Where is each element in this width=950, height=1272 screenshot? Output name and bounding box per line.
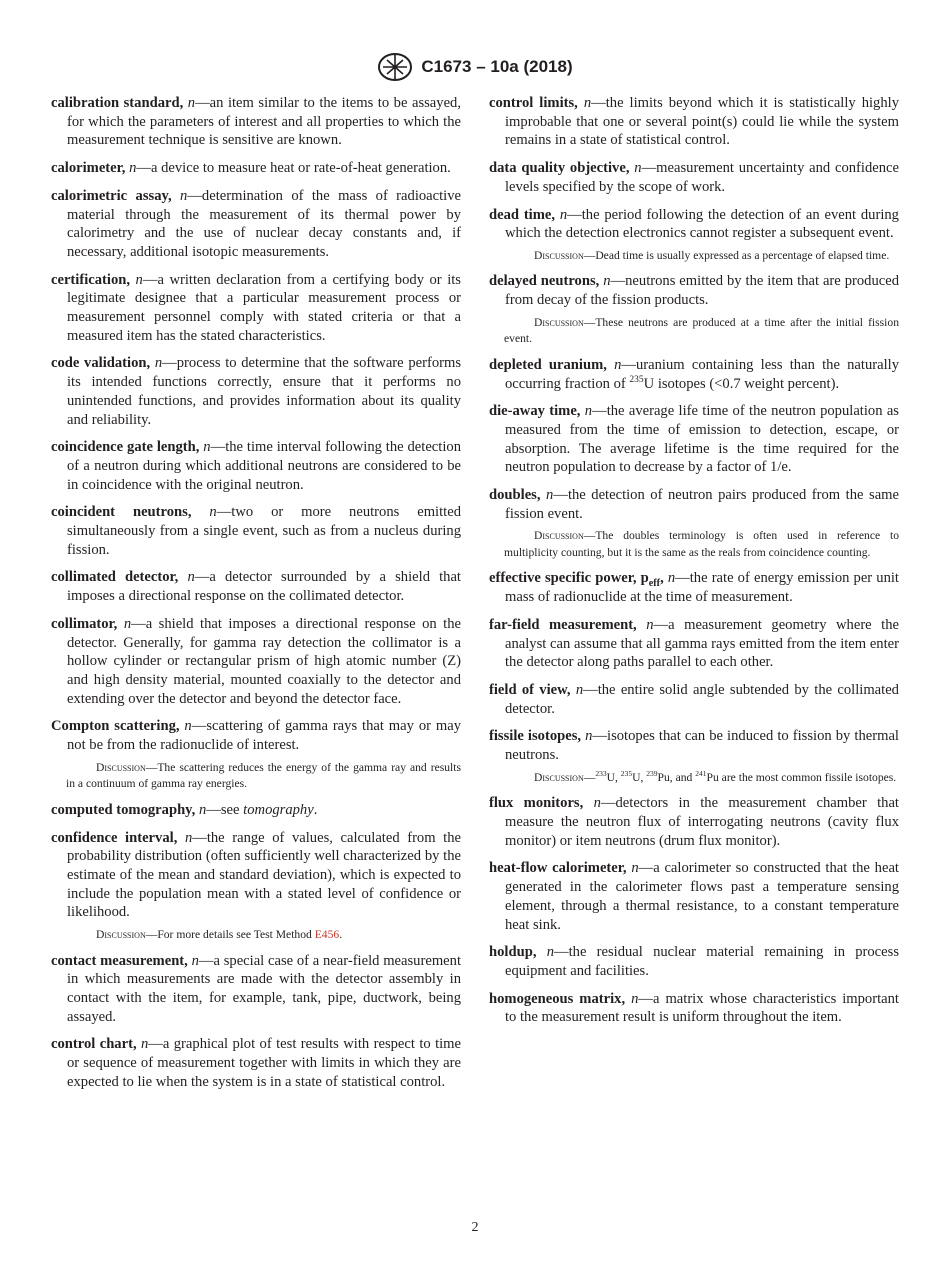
definition-entry: collimator, n—a shield that imposes a directional response on the detector. Generally, for gamma ray detection the collimator is a hollow cylinder or rectangular prism of high atomic number (Z) and high density material, mounted coaxially to the detector and extending over the detector and beyond the detector face.: [51, 615, 461, 707]
definition-entry: delayed neutrons, n—neutrons emitted by the item that are produced from decay of the fission products.: [489, 273, 899, 309]
discussion-note: Discussion—The doubles terminology is often used in reference to multiplicity counting, but it is the same as the reals from coincidence counting.: [504, 529, 899, 559]
discussion-note: Discussion—For more details see Test Method E456.: [96, 928, 343, 942]
definition-entry: coincident neutrons, n—two or more neutrons emitted simultaneously from a single event, such as from a nucleus during fission.: [51, 504, 461, 558]
definition-entry: calorimeter, n—a device to measure heat or rate-of-heat generation.: [51, 160, 451, 177]
definition-entry: confidence interval, n—the range of values, calculated from the probability distribution (often sufficiently well characterized by the estimate of the mean and standard deviation), which is expected to include the population mean with a stated level of confidence or likelihood.: [51, 829, 461, 921]
definition-entry: code validation, n—process to determine that the software performs its intended functions correctly, ensure that it performs no unintended functions, and provides information about its quality and reliability.: [51, 355, 462, 428]
definition-entry: Compton scattering, n—scattering of gamma rays that may or may not be from the radionuclide of interest.: [51, 718, 461, 754]
astm-logo-icon: [377, 52, 413, 82]
definition-entry: computed tomography, n—see tomography.: [51, 801, 318, 818]
definition-entry: depleted uranium, n—uranium containing less than the naturally occurring fraction of $^{235}$U isotopes (<0.7 weight percent).: [489, 356, 899, 392]
discussion-note: Discussion—$^{233}$U, $^{235}$U, $^{239}$Pu, and $^{241}$Pu are the most common fissile isotopes.: [534, 768, 897, 784]
definition-entry: heat-flow calorimeter, n—a calorimeter so constructed that the heat generated in the calorimeter flows past a temperature sensing element, through a thermal resistance, to a constant temperature heat sink.: [489, 860, 899, 933]
definition-entry: control limits, n—the limits beyond which it is statistically highly improbable that one or several point(s) could lie while the system remains in a state of statistical control.: [489, 95, 899, 149]
definition-entry: calorimetric assay, n—determination of the mass of radioactive material through the measurement of its thermal power by calorimetry and the use of nuclear decay constants and, if necessary, additional isotopic measurements.: [51, 187, 462, 260]
page-header: [0, 52, 950, 82]
definition-entry: homogeneous matrix, n—a matrix whose characteristics important to the measurement result is uniform throughout the item.: [489, 990, 899, 1026]
definition-entry: data quality objective, n—measurement uncertainty and confidence levels specified by the scope of work.: [489, 160, 899, 195]
discussion-note: Discussion—These neutrons are produced at a time after the initial fission event.: [504, 315, 899, 346]
designation: C1673 – 10a (2018): [421, 57, 573, 76]
definition-entry: effective specific power, $p_{eff}$, n—the rate of energy emission per unit mass of radionuclide at the time of measurement.: [489, 570, 899, 606]
definition-entry: dead time, n—the period following the detection of an event during which the detection electronics cannot register a subsequent event.: [489, 206, 899, 242]
e456-link[interactable]: E456: [314, 928, 340, 942]
definition-entry: calibration standard, n—an item similar to the items to be assayed, for which the parameters of interest and all properties to which the measurement technique is sensitive are known.: [51, 95, 462, 149]
definition-entry: contact measurement, n—a special case of a near-field measurement in which measurements are made with the detector assembly in contact with the item, for example, tank, pipe, ductwork, being assayed.: [51, 952, 461, 1025]
discussion-note: Discussion—Dead time is usually expressed as a percentage of elapsed time.: [534, 248, 890, 262]
definition-entry: coincidence gate length, n—the time interval following the detection of a neutron during which additional neutrons are considered to be in coincidence with the original neutron.: [51, 439, 461, 493]
left-column: [51, 94, 461, 1100]
definition-entry: doubles, n—the detection of neutron pairs produced from the same fission event.: [489, 487, 899, 522]
page-number: 2: [471, 1220, 479, 1235]
right-column: [489, 94, 899, 1036]
definition-entry: field of view, n—the entire solid angle subtended by the collimated detector.: [489, 681, 899, 717]
discussion-note: Discussion—The scattering reduces the energy of the gamma ray and results in a continuum of gamma ray energies.: [66, 760, 461, 791]
definition-entry: certification, n—a written declaration from a certifying body or its legitimate designee that a particular measurement process or measurement personnel comply with stated criteria or that a measured item has the stated characteristics.: [51, 271, 461, 344]
definition-entry: far-field measurement, n—a measurement geometry where the analyst can assume that all gamma rays emitted from the item enter the detector along paths parallel to each other.: [489, 616, 899, 671]
definition-entry: die-away time, n—the average life time of the neutron population as measured from the time of emission to detection, escape, or absorption. The average lifetime is the time required for the neutron population to decrease by a factor of 1/e.: [489, 403, 899, 476]
definition-entry: holdup, n—the residual nuclear material remaining in process equipment and facilities.: [489, 944, 899, 979]
definition-entry: flux monitors, n—detectors in the measurement chamber that measure the neutron flux of interrogating neutrons (cavity flux monitor) or item neutrons (drum flux monitor).: [489, 795, 899, 849]
definition-entry: collimated detector, n—a detector surrounded by a shield that imposes a directional response on the collimated detector.: [51, 569, 461, 605]
definition-entry: fissile isotopes, n—isotopes that can be induced to fission by thermal neutrons.: [489, 728, 899, 764]
definition-entry: control chart, n—a graphical plot of test results with respect to time or sequence of measurement together with limits in which they are expected to lie when the system is in a state of statistical control.: [51, 1036, 462, 1090]
